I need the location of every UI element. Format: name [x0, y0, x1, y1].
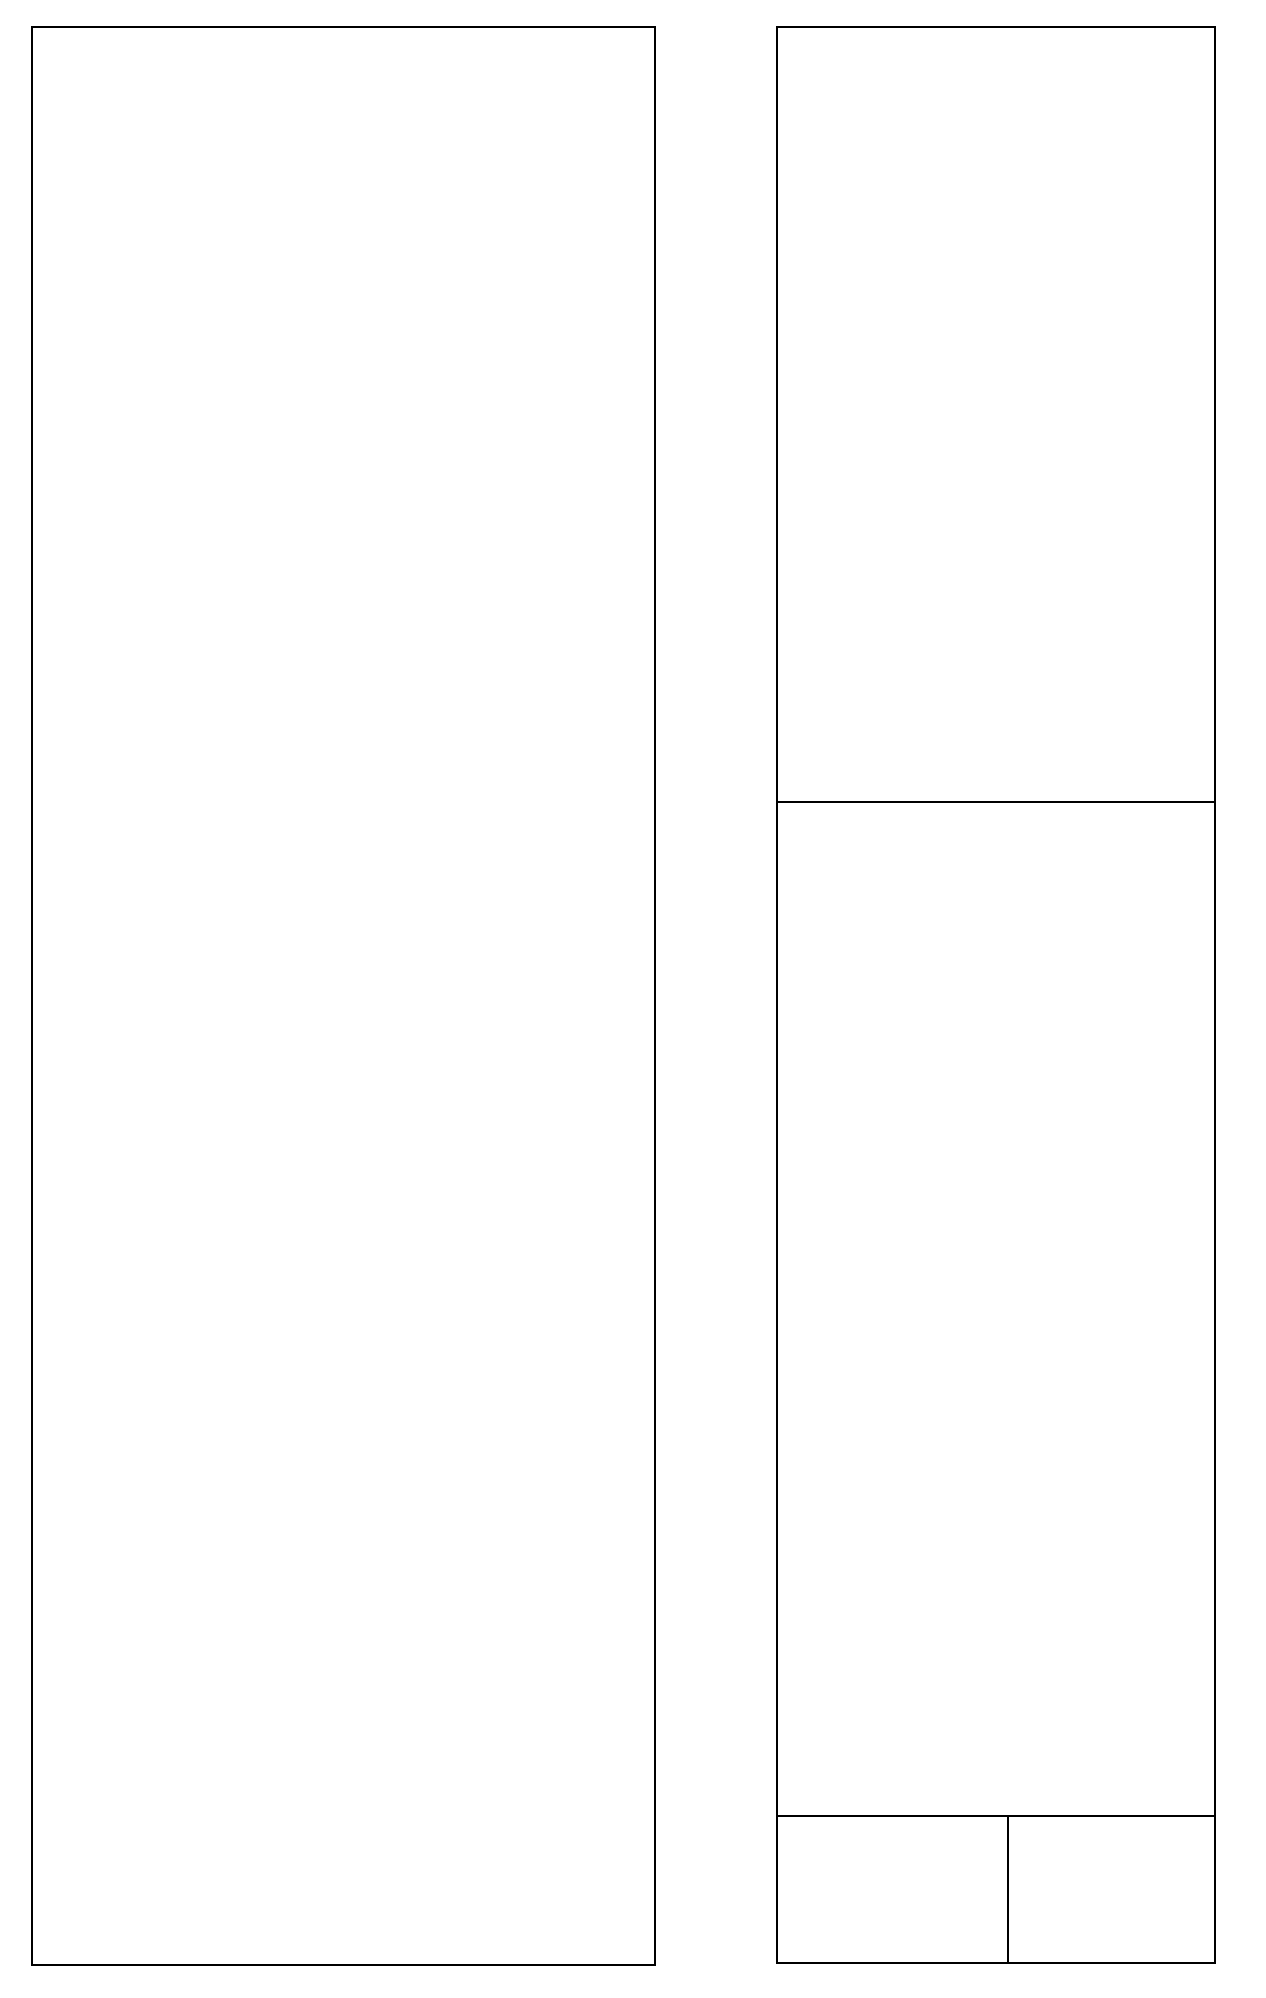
connector-diagram-frame — [776, 26, 1216, 1964]
inspection-table — [31, 26, 656, 1966]
connector-b-cell — [778, 803, 1214, 1817]
empty-cell-divider — [1007, 1817, 1009, 1963]
empty-cell — [778, 1817, 1214, 1963]
connector-a-cell — [778, 28, 1214, 803]
